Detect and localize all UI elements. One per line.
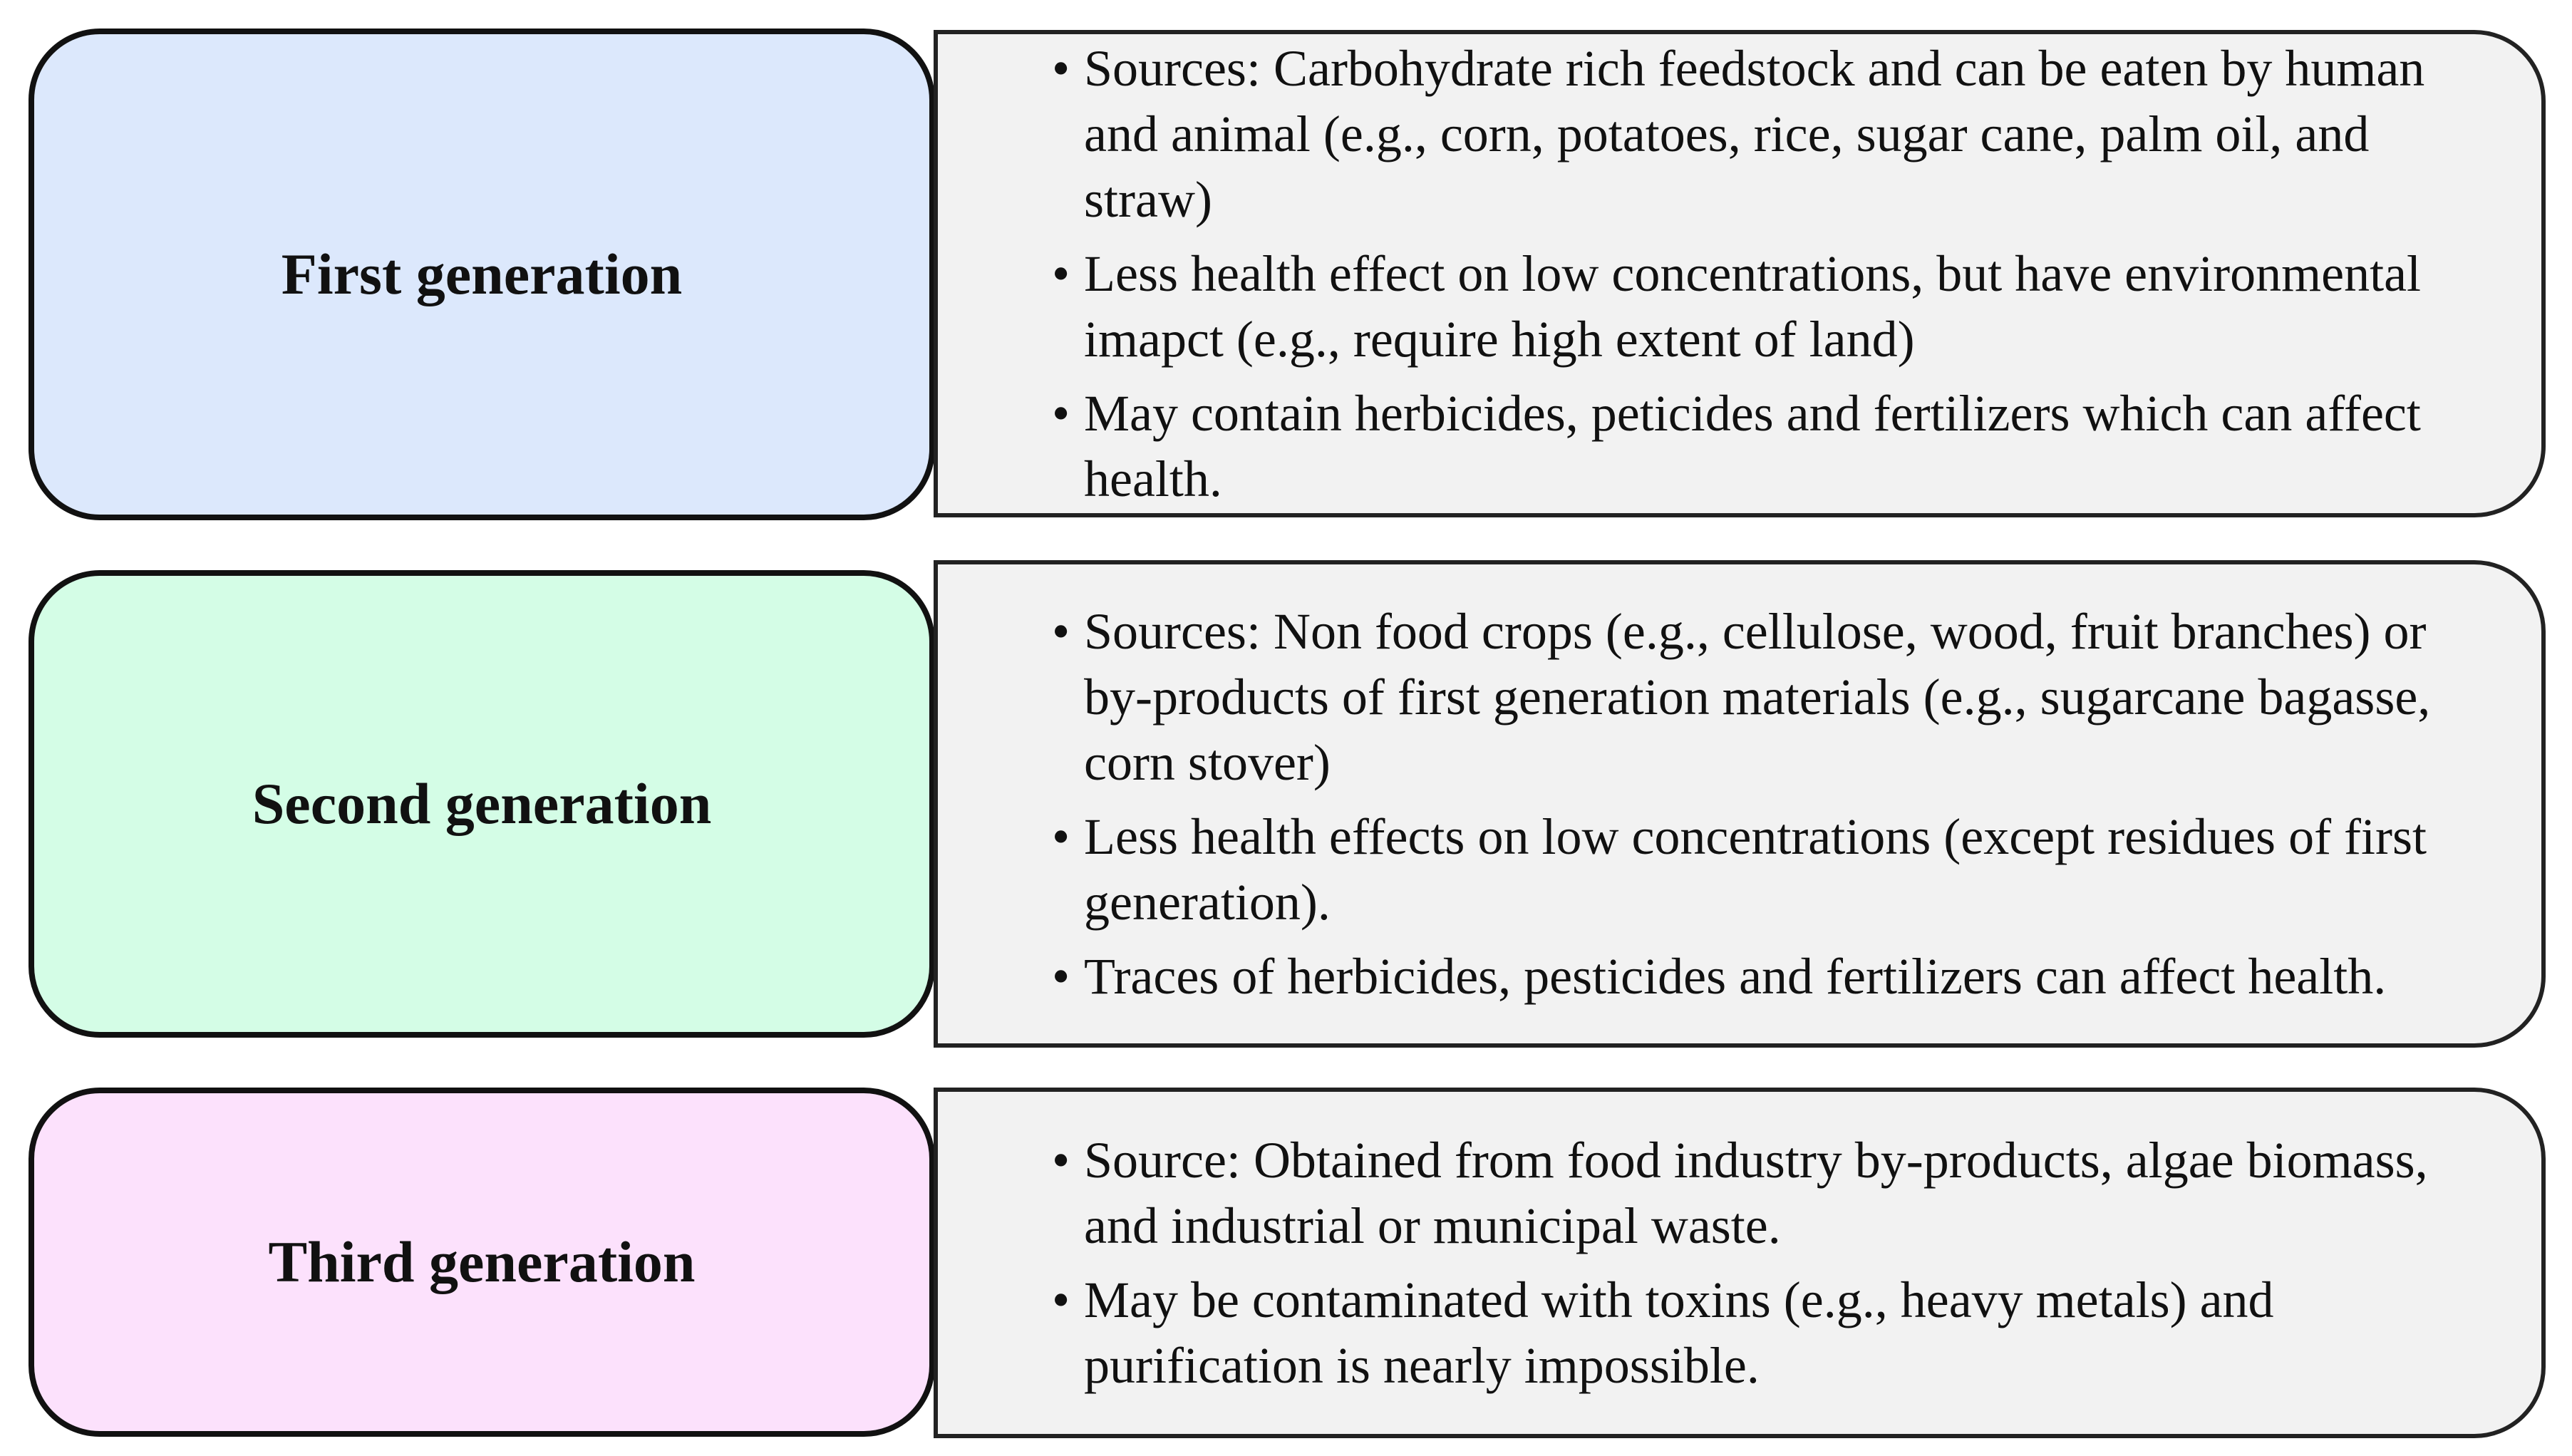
bullet-item <box>1052 1127 2499 1259</box>
bullet-text: Less health effect on low concentrations, but have environmental imapct (e.g., require high extent of land) <box>1084 245 2422 368</box>
bullet-text: Less health effects on low concentrations (except residues of first generation). <box>1084 808 2427 931</box>
bullet-icon: • <box>1052 1271 1070 1328</box>
second-generation-title: Second generation <box>252 770 712 836</box>
third-generation-title: Third generation <box>268 1229 696 1294</box>
first-generation-label-box <box>29 29 935 520</box>
bullet-text: Sources: Non food crops (e.g., cellulose, wood, fruit branches) or by-products of first generation materials (e.g., sugarcane bagasse, corn stover) <box>1084 603 2431 791</box>
third-generation-details <box>934 1088 2546 1438</box>
bullet-text: Source: Obtained from food industry by-products, algae biomass, and industrial or municipal waste. <box>1084 1132 2428 1254</box>
second-generation-details <box>934 560 2546 1048</box>
bullet-item <box>1052 1267 2499 1398</box>
third-generation-bullet-list <box>1052 1127 2499 1398</box>
bullet-text: Sources: Carbohydrate rich feedstock and can be eaten by human and animal (e.g., corn, potatoes, rice, sugar cane, palm oil, and straw) <box>1084 40 2425 228</box>
bullet-icon: • <box>1052 808 1070 865</box>
bullet-item <box>1052 381 2499 512</box>
bullet-item <box>1052 599 2499 795</box>
first-generation-details <box>934 30 2546 517</box>
bullet-item <box>1052 36 2499 232</box>
bullet-icon: • <box>1052 40 1070 97</box>
bullet-text: May be contaminated with toxins (e.g., heavy metals) and purification is nearly impossible. <box>1084 1271 2274 1394</box>
bullet-icon: • <box>1052 245 1070 302</box>
bullet-text: May contain herbicides, peticides and fertilizers which can affect health. <box>1084 385 2421 507</box>
bullet-item <box>1052 804 2499 935</box>
bullet-icon: • <box>1052 948 1070 1005</box>
bullet-item <box>1052 241 2499 372</box>
second-generation-label-box <box>29 570 935 1038</box>
first-generation-title: First generation <box>281 241 683 306</box>
first-generation-bullet-list <box>1052 36 2499 512</box>
bullet-item <box>1052 944 2499 1009</box>
third-generation-label-box <box>29 1088 935 1437</box>
bullet-icon: • <box>1052 603 1070 660</box>
second-generation-bullet-list <box>1052 599 2499 1009</box>
bullet-text: Traces of herbicides, pesticides and fertilizers can affect health. <box>1084 948 2387 1005</box>
bullet-icon: • <box>1052 1132 1070 1189</box>
bullet-icon: • <box>1052 385 1070 442</box>
